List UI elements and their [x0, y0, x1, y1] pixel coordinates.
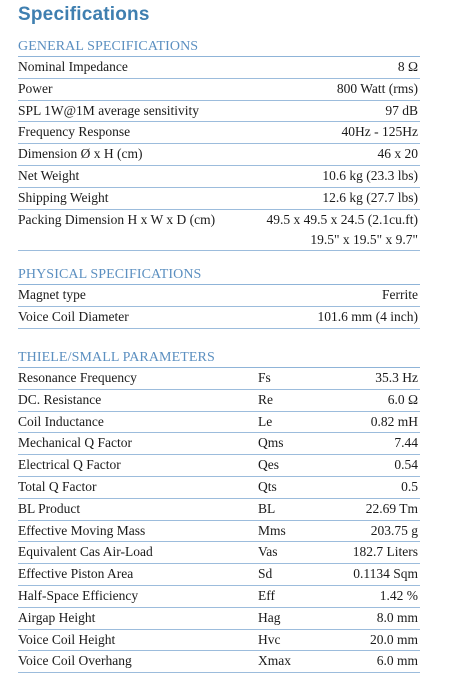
- spec-label: Total Q Factor: [18, 478, 97, 494]
- section-heading: GENERAL SPECIFICATIONS: [18, 38, 420, 57]
- spec-value: 800 Watt (rms): [336, 80, 418, 96]
- spec-label: Voice Coil Overhang: [18, 653, 132, 669]
- spec-label: Coil Inductance: [18, 413, 104, 429]
- spec-value: [267, 210, 418, 250]
- spec-symbol: Vas: [258, 544, 278, 560]
- spec-label: Dimension Ø x H (cm): [18, 146, 143, 162]
- spec-label: Nominal Impedance: [18, 59, 128, 74]
- spec-label: Voice Coil Height: [18, 631, 116, 647]
- table-row: [18, 455, 420, 477]
- table-row: [18, 564, 420, 586]
- table-row: [18, 210, 420, 251]
- spec-label: BL Product: [18, 500, 81, 516]
- spec-value: 0.54: [394, 457, 418, 473]
- table-row: [18, 433, 420, 455]
- spec-label: DC. Resistance: [18, 391, 102, 407]
- table-row: [18, 630, 420, 652]
- physical-spec-rows: [18, 285, 420, 329]
- spec-label: Magnet type: [18, 287, 86, 302]
- spec-symbol: Qts: [258, 478, 277, 494]
- spec-symbol: Sd: [258, 566, 273, 582]
- spec-label: Power: [18, 80, 53, 96]
- spec-label: Shipping Weight: [18, 189, 109, 205]
- table-row: [18, 307, 420, 329]
- table-row: [18, 166, 420, 188]
- table-row: [18, 651, 420, 673]
- table-row: [18, 521, 420, 543]
- spec-label: Airgap Height: [18, 609, 96, 625]
- spec-label: Effective Moving Mass: [18, 522, 146, 538]
- spec-symbol: Le: [258, 413, 273, 429]
- spec-value: 22.69 Tm: [365, 500, 418, 516]
- spec-label: SPL 1W@1M average sensitivity: [18, 102, 200, 118]
- table-row: [18, 477, 420, 499]
- spec-value: 1.42 %: [379, 587, 418, 603]
- spec-value: 46 x 20: [377, 146, 418, 162]
- spec-label: Resonance Frequency: [18, 370, 137, 385]
- spec-symbol: Hag: [258, 609, 281, 625]
- table-row: [18, 368, 420, 390]
- spec-symbol: Hvc: [258, 631, 281, 647]
- spec-value: 203.75 g: [370, 522, 418, 538]
- spec-value: 6.0 Ω: [387, 391, 418, 407]
- general-specifications-section: [18, 38, 420, 251]
- spec-label: Packing Dimension H x W x D (cm): [18, 211, 216, 227]
- spec-value: 20.0 mm: [369, 631, 418, 647]
- spec-value: 6.0 mm: [376, 653, 418, 669]
- spec-symbol: Mms: [258, 522, 286, 538]
- spec-value-line: 49.5 x 49.5 x 24.5 (2.1cu.ft): [266, 211, 418, 227]
- spec-value: 0.1134 Sqm: [353, 566, 418, 582]
- spec-value: 12.6 kg (27.7 lbs): [322, 189, 418, 205]
- spec-symbol: BL: [258, 500, 276, 516]
- general-spec-rows: [18, 57, 420, 210]
- section-heading: THIELE/SMALL PARAMETERS: [18, 349, 420, 368]
- spec-label: Equivalent Cas Air-Load: [18, 544, 153, 560]
- spec-symbol: Qes: [258, 457, 279, 473]
- table-row: [18, 499, 420, 521]
- spec-symbol: Qms: [258, 435, 284, 451]
- table-row: [18, 542, 420, 564]
- spec-value: 0.82 mH: [370, 413, 418, 429]
- table-row: [18, 586, 420, 608]
- thiele-small-parameters-section: [18, 349, 420, 673]
- table-row: [18, 101, 420, 123]
- spec-symbol: Eff: [258, 587, 275, 603]
- spec-symbol: Re: [258, 391, 273, 407]
- spec-value: 40Hz - 125Hz: [341, 124, 418, 140]
- spec-symbol: Xmax: [258, 653, 291, 669]
- page-title: Specifications: [18, 4, 150, 25]
- spec-label: Voice Coil Diameter: [18, 308, 129, 324]
- spec-value: 8 Ω: [397, 59, 418, 74]
- table-row: [18, 144, 420, 166]
- spec-label: Frequency Response: [18, 124, 131, 140]
- physical-specifications-section: [18, 266, 420, 329]
- table-row: [18, 79, 420, 101]
- table-row: [18, 285, 420, 307]
- spec-value: Ferrite: [382, 287, 418, 302]
- spec-value: 8.0 mm: [376, 609, 418, 625]
- table-row: [18, 412, 420, 434]
- table-row: [18, 57, 420, 79]
- spec-label: Effective Piston Area: [18, 566, 134, 582]
- spec-value: 101.6 mm (4 inch): [317, 308, 418, 324]
- spec-label: Mechanical Q Factor: [18, 435, 132, 451]
- spec-label: Half-Space Efficiency: [18, 587, 139, 603]
- table-row: [18, 608, 420, 630]
- section-heading: PHYSICAL SPECIFICATIONS: [18, 266, 420, 285]
- table-row: [18, 122, 420, 144]
- spec-value: 7.44: [394, 435, 418, 451]
- spec-symbol: Fs: [258, 370, 271, 385]
- spec-value: 35.3 Hz: [375, 370, 418, 385]
- spec-value: 10.6 kg (23.3 lbs): [322, 167, 418, 183]
- table-row: [18, 188, 420, 210]
- thiele-small-rows: [18, 368, 420, 673]
- table-row: [18, 390, 420, 412]
- spec-label: Electrical Q Factor: [18, 457, 121, 473]
- spec-label: Net Weight: [18, 167, 80, 183]
- spec-value: 0.5: [401, 478, 418, 494]
- spec-value: 97 dB: [385, 102, 418, 118]
- spec-value: 182.7 Liters: [352, 544, 418, 560]
- spec-value-line: 19.5" x 19.5" x 9.7": [310, 231, 418, 247]
